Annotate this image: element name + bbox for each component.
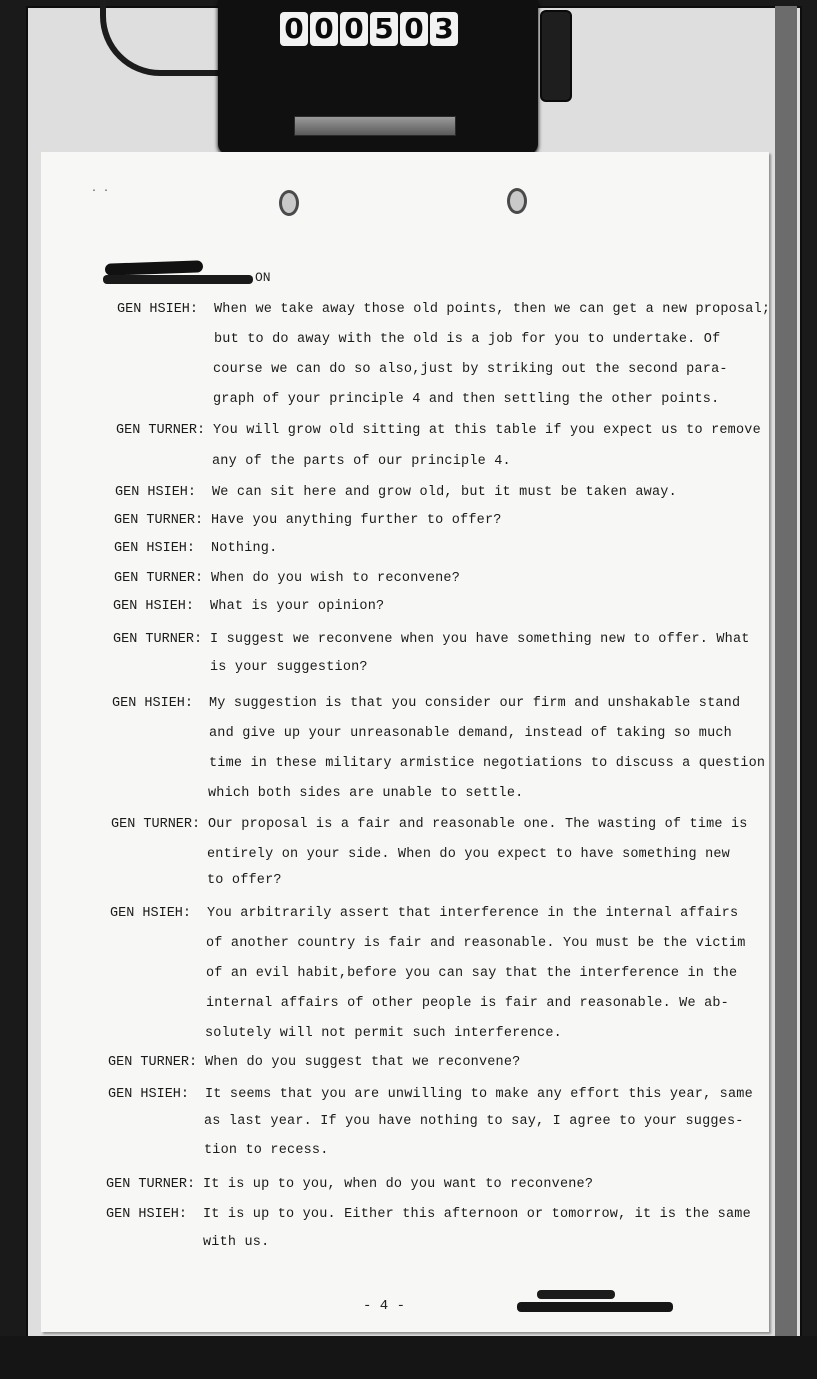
speaker-label: GEN TURNER: (116, 423, 206, 438)
classification-footer (517, 1290, 677, 1316)
counter-plate (294, 116, 456, 136)
dialogue-line: It is up to you, when do you want to reconvene? (203, 1177, 594, 1192)
dialogue-line: It is up to you. Either this afternoon or tomorrow, it is the same (203, 1207, 751, 1222)
dialogue-line: which both sides are unable to settle. (208, 786, 524, 801)
document-page (41, 152, 769, 1332)
redaction-bar (105, 260, 203, 275)
bottom-band (0, 1336, 817, 1379)
dialogue-line: internal affairs of other people is fair and reasonable. We ab- (206, 996, 729, 1011)
speaker-label: GEN HSIEH: (114, 541, 196, 556)
dialogue-line: tion to recess. (204, 1143, 329, 1158)
dialogue-line: graph of your principle 4 and then settling the other points. (213, 392, 720, 407)
dialogue-line: any of the parts of our principle 4. (212, 454, 511, 469)
dialogue-line: as last year. If you have nothing to say, I agree to your sugges- (204, 1114, 744, 1129)
dialogue-line: of another country is fair and reasonable. You must be the victim (206, 936, 746, 951)
speaker-label: GEN HSIEH: (108, 1087, 190, 1102)
speaker-label: GEN TURNER: (113, 632, 203, 647)
speaker-label: GEN TURNER: (108, 1055, 198, 1070)
speaker-label: GEN TURNER: (114, 571, 204, 586)
dialogue-line: You will grow old sitting at this table if you expect us to remove (213, 423, 761, 438)
dialogue-line: but to do away with the old is a job for you to undertake. Of (214, 332, 721, 347)
punch-hole (507, 188, 527, 214)
classification-fragment: ON (255, 270, 271, 285)
speaker-label: GEN HSIEH: (113, 599, 195, 614)
speaker-label: GEN TURNER: (106, 1177, 196, 1192)
dialogue-line: When we take away those old points, then we can get a new proposal; (214, 302, 771, 317)
dialogue-line: entirely on your side. When do you expect to have something new (207, 847, 730, 862)
speaker-label: GEN HSIEH: (112, 696, 194, 711)
counter-digit: 0 (310, 12, 338, 46)
dialogue-line: I suggest we reconvene when you have something new to offer. What (210, 632, 750, 647)
dialogue-line: We can sit here and grow old, but it must be taken away. (212, 485, 677, 500)
dialogue-line: of an evil habit,before you can say that the interference in the (206, 966, 738, 981)
page-number: - 4 - (363, 1298, 406, 1314)
redaction-bar (103, 275, 253, 284)
dialogue-line: Nothing. (211, 541, 278, 556)
dialogue-line: and give up your unreasonable demand, instead of taking so much (209, 726, 732, 741)
dialogue-line: is your suggestion? (210, 660, 368, 675)
frame-counter (218, 0, 538, 154)
redaction-bar (517, 1302, 673, 1312)
counter-knob (540, 10, 572, 102)
ink-specks: · · (91, 186, 110, 197)
frame-shadow (775, 6, 797, 1336)
counter-digit: 5 (370, 12, 398, 46)
dialogue-line: When do you wish to reconvene? (211, 571, 461, 586)
speaker-label: GEN TURNER: (114, 513, 204, 528)
dialogue-line: My suggestion is that you consider our firm and unshakable stand (209, 696, 741, 711)
speaker-label: GEN HSIEH: (110, 906, 192, 921)
speaker-label: GEN HSIEH: (117, 302, 199, 317)
counter-digit: 0 (400, 12, 428, 46)
dialogue-line: You arbitrarily assert that interference in the internal affairs (207, 906, 739, 921)
speaker-label: GEN HSIEH: (106, 1207, 188, 1222)
dialogue-line: time in these military armistice negotiations to discuss a question (209, 756, 766, 771)
speaker-label: GEN TURNER: (111, 817, 201, 832)
dialogue-line: to offer? (207, 873, 282, 888)
counter-digits (280, 12, 458, 46)
counter-digit: 0 (340, 12, 368, 46)
punch-hole (279, 190, 299, 216)
dialogue-line: solutely will not permit such interference. (205, 1026, 562, 1041)
dialogue-line: with us. (203, 1235, 270, 1250)
speaker-label: GEN HSIEH: (115, 485, 197, 500)
dialogue-line: Our proposal is a fair and reasonable one. The wasting of time is (208, 817, 748, 832)
dialogue-line: Have you anything further to offer? (211, 513, 502, 528)
classification-header (103, 262, 273, 288)
dialogue-line: When do you suggest that we reconvene? (205, 1055, 521, 1070)
dialogue-line: course we can do so also,just by striking out the second para- (213, 362, 728, 377)
counter-digit: 3 (430, 12, 458, 46)
dialogue-line: It seems that you are unwilling to make any effort this year, same (205, 1087, 753, 1102)
dialogue-line: What is your opinion? (210, 599, 385, 614)
counter-digit: 0 (280, 12, 308, 46)
redaction-bar (537, 1290, 615, 1299)
